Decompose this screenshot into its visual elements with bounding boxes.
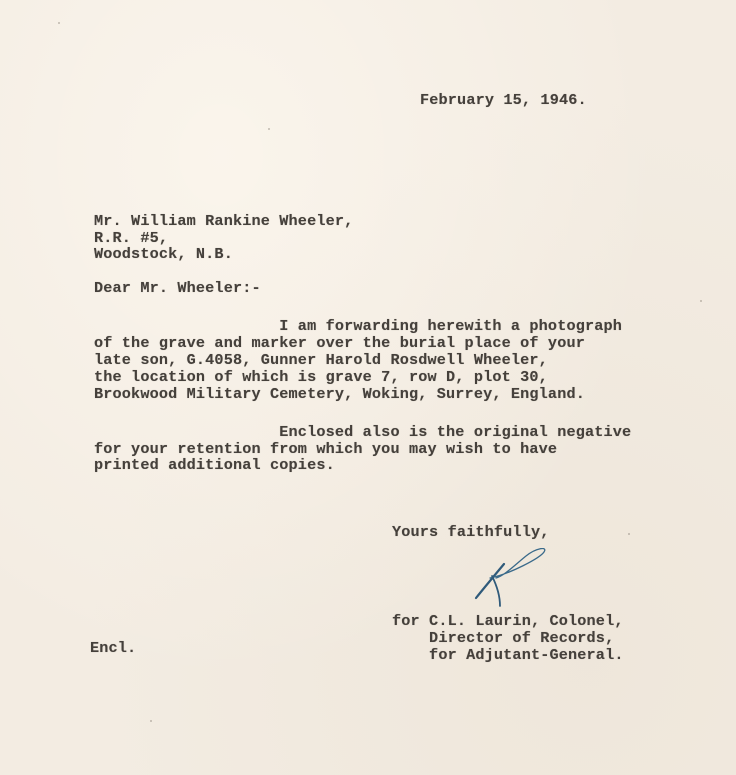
signatory-line-3: for Adjutant-General. <box>392 646 624 664</box>
signature-icon <box>470 548 560 613</box>
paper-speck <box>628 533 630 535</box>
paragraph-1-line-2: of the grave and marker over the burial place of your <box>94 334 585 352</box>
salutation: Dear Mr. Wheeler:- <box>94 279 261 297</box>
closing: Yours faithfully, <box>392 523 550 541</box>
paragraph-2-line-1: Enclosed also is the original negative <box>94 423 632 441</box>
paragraph-1-line-4: the location of which is grave 7, row D, plot 30, <box>94 368 548 386</box>
letter-date: February 15, 1946. <box>420 91 587 109</box>
enclosure-note: Encl. <box>90 639 137 657</box>
paragraph-1-line-1: I am forwarding herewith a photograph <box>94 317 623 335</box>
paper-speck <box>700 300 702 302</box>
paper-speck <box>150 720 152 722</box>
paragraph-2-line-3: printed additional copies. <box>94 456 335 474</box>
paragraph-1-line-5: Brookwood Military Cemetery, Woking, Surrey, England. <box>94 385 585 403</box>
recipient-town: Woodstock, N.B. <box>94 245 233 263</box>
paper-speck <box>268 128 270 130</box>
signatory-line-1: for C.L. Laurin, Colonel, <box>392 612 624 630</box>
paragraph-2-line-2: for your retention from which you may wish to have <box>94 440 558 458</box>
recipient-route: R.R. #5, <box>94 229 169 247</box>
recipient-name: Mr. William Rankine Wheeler, <box>94 212 354 230</box>
paper-speck <box>58 22 60 24</box>
paragraph-1-line-3: late son, G.4058, Gunner Harold Rosdwell Wheeler, <box>94 351 548 369</box>
signatory-line-2: Director of Records, <box>392 629 615 647</box>
